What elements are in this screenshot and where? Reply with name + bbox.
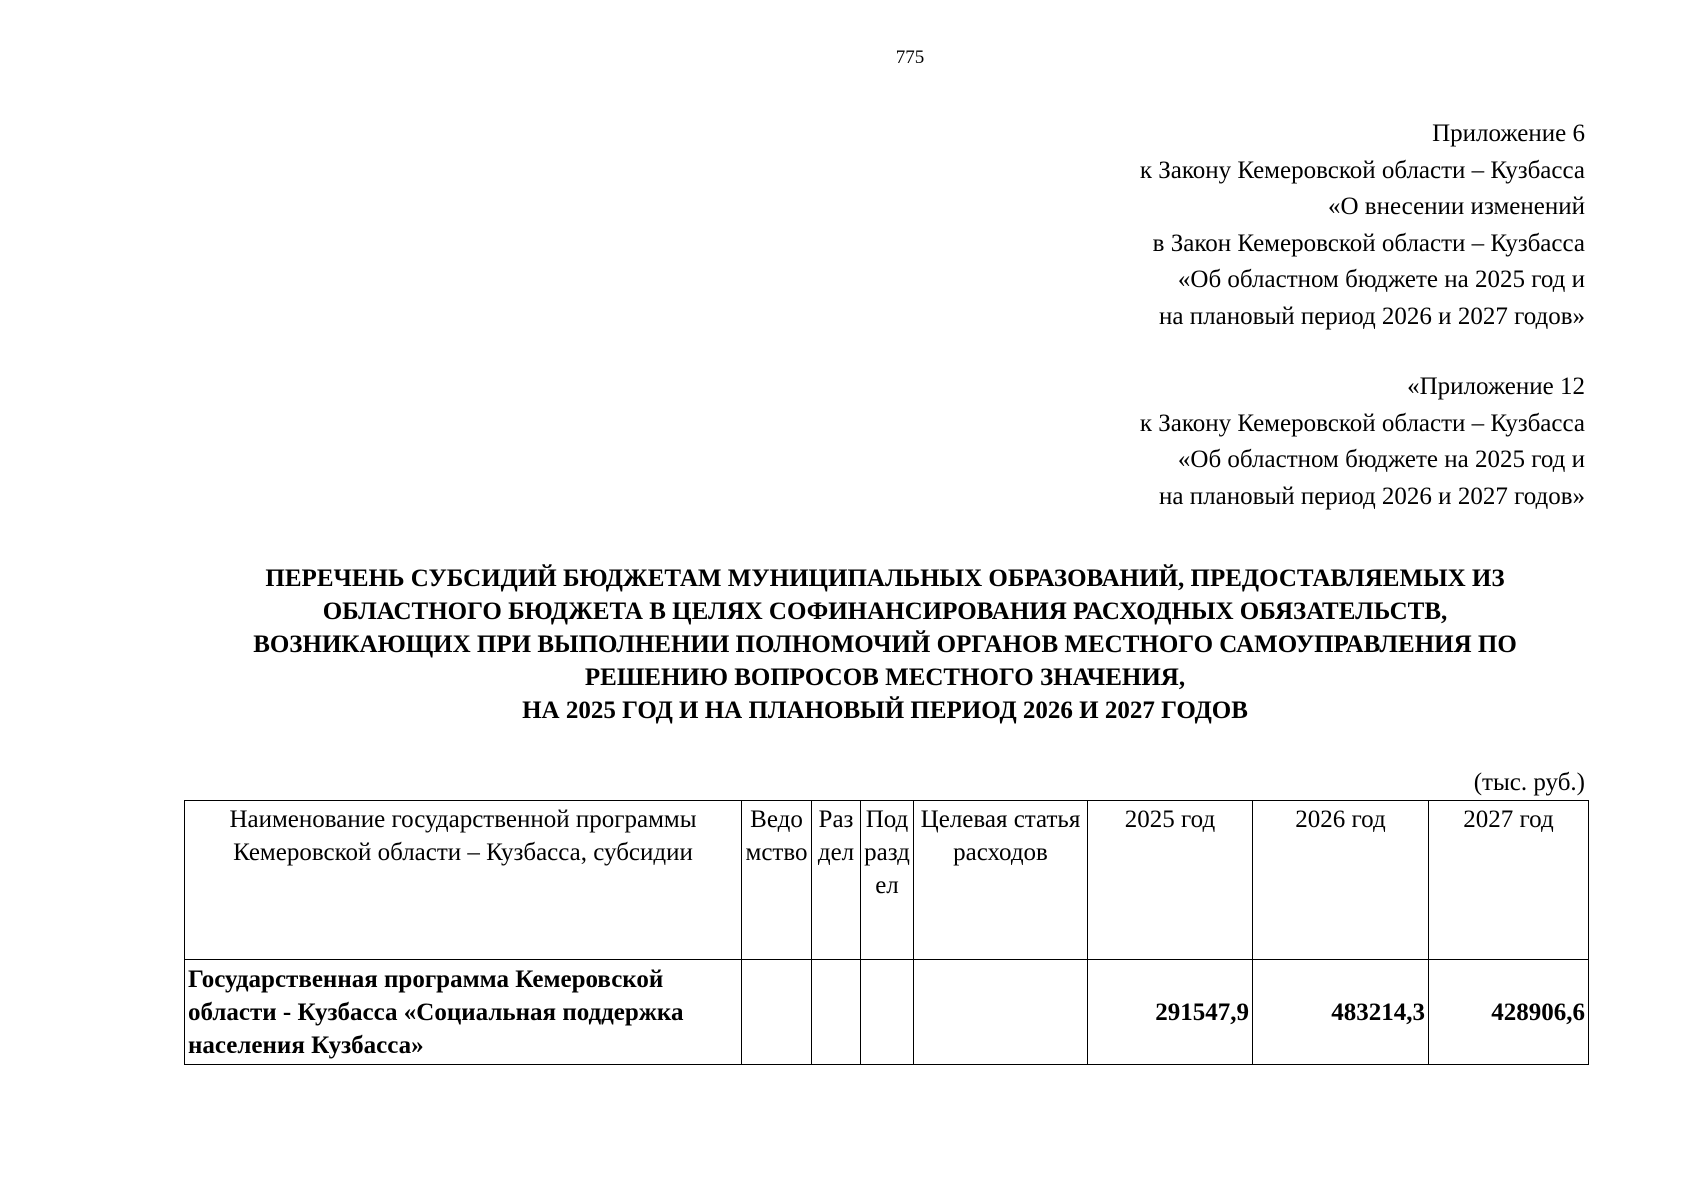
document-title-line: РЕШЕНИЮ ВОПРОСОВ МЕСТНОГО ЗНАЧЕНИЯ, [584, 664, 1186, 691]
subsection-cell [861, 960, 914, 1065]
target-article-cell [914, 960, 1088, 1065]
section-cell [812, 960, 861, 1065]
header-year-2025: 2025 год [1088, 801, 1253, 960]
table-row [185, 960, 1589, 1065]
annex-12-line: на плановый период 2026 и 2027 годов» [1159, 482, 1585, 510]
header-target-article: Целевая статья расходов [914, 801, 1088, 960]
annex-6-line: «Об областном бюджете на 2025 год и [1177, 266, 1585, 293]
annex-12-line: «Об областном бюджете на 2025 год и [1177, 446, 1585, 473]
subsidies-table [184, 800, 1589, 1065]
header-year-2026: 2026 год [1253, 801, 1429, 960]
header-year-2027: 2027 год [1429, 801, 1589, 960]
annex-6-header [1140, 116, 1585, 335]
document-title-line: НА 2025 ГОД И НА ПЛАНОВЫЙ ПЕРИОД 2026 И 2027 ГОДОВ [522, 697, 1248, 724]
header-subsection: Подраздел [861, 801, 914, 960]
annex-6-line: к Закону Кемеровской области – Кузбасса [1139, 156, 1585, 184]
amount-2027-cell: 428906,6 [1429, 960, 1589, 1065]
units-label: (тыс. руб.) [1473, 769, 1585, 796]
table-header-row [185, 801, 1589, 960]
annex-6-line: на плановый период 2026 и 2027 годов» [1159, 302, 1585, 330]
annex-12-line: «Приложение 12 [1407, 373, 1585, 400]
program-name-cell: Государственная программа Кемеровской области - Кузбасса «Социальная поддержка населения Кузбасса» [185, 960, 742, 1065]
header-section: Раздел [812, 801, 861, 960]
header-program-name: Наименование государственной программы Кемеровской области – Кузбасса, субсидии [185, 801, 742, 960]
document-title-line: ОБЛАСТНОГО БЮДЖЕТА В ЦЕЛЯХ СОФИНАНСИРОВАНИЯ РАСХОДНЫХ ОБЯЗАТЕЛЬСТВ, [322, 598, 1448, 625]
annex-12-line: к Закону Кемеровской области – Кузбасса [1139, 409, 1585, 437]
annex-6-line: Приложение 6 [1432, 120, 1585, 147]
department-cell [742, 960, 812, 1065]
annex-6-line: «О внесении изменений [1327, 193, 1585, 220]
annex-6-line: в Закон Кемеровской области – Кузбасса [1152, 229, 1585, 257]
amount-2026-cell: 483214,3 [1253, 960, 1429, 1065]
annex-12-header [1140, 369, 1585, 515]
header-department: Ведомство [742, 801, 812, 960]
document-title-line: ВОЗНИКАЮЩИХ ПРИ ВЫПОЛНЕНИИ ПОЛНОМОЧИЙ ОРГАНОВ МЕСТНОГО САМОУПРАВЛЕНИЯ ПО [253, 631, 1517, 658]
document-title [185, 562, 1585, 727]
document-title-line: ПЕРЕЧЕНЬ СУБСИДИЙ БЮДЖЕТАМ МУНИЦИПАЛЬНЫХ ОБРАЗОВАНИЙ, ПРЕДОСТАВЛЯЕМЫХ ИЗ [265, 565, 1505, 592]
page-number: 775 [895, 47, 925, 68]
amount-2025-cell: 291547,9 [1088, 960, 1253, 1065]
